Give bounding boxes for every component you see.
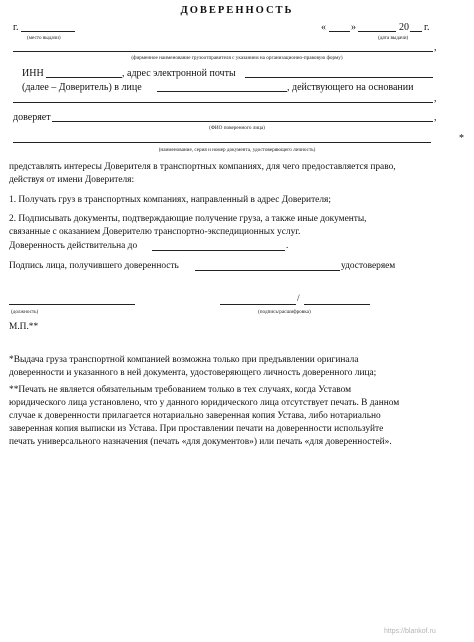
- attorney-id-caption: (наименование, серия и номер документа, удостоверяющего личность): [158, 147, 316, 153]
- attorney-id-field[interactable]: [13, 142, 431, 143]
- signature-attest-label: Подпись лица, получившего доверенность: [9, 261, 179, 271]
- company-caption: (фирменное наименование грузоотправителя с указанием на организационно-правовую форму): [131, 55, 343, 61]
- date-close-quote: »: [351, 22, 356, 33]
- acting-basis-label: , действующего на основании: [287, 82, 414, 93]
- valid-until-period: .: [286, 241, 289, 251]
- attorney-name-field[interactable]: [52, 121, 433, 122]
- signature-caption: (подпись/расшифровка): [258, 309, 311, 315]
- valid-until-label: Доверенность действительна до: [9, 241, 138, 251]
- stamp-placeholder: М.П.**: [9, 322, 39, 332]
- attorney-caption: (ФИО поверенного лица): [209, 125, 265, 131]
- footnote-2-line-5: печать универсального назначения (печать «для документов») или печать «для доверенностей».: [9, 437, 392, 447]
- inn-label: ИНН: [22, 68, 44, 79]
- recipient-signature-field[interactable]: [195, 270, 340, 271]
- intro-line-2: действуя от имени Доверителя:: [9, 175, 135, 185]
- month-field[interactable]: [358, 31, 396, 32]
- document-title: ДОВЕРЕННОСТЬ: [180, 5, 294, 16]
- attest-word: удостоверяем: [341, 261, 396, 271]
- day-field[interactable]: [329, 31, 350, 32]
- footnote-1-line-1: *Выдача груза транспортной компанией возможна только при предъявлении оригинала: [9, 355, 359, 365]
- power-item-2-line-1: 2. Подписывать документы, подтверждающие получение груза, а также иные документы,: [9, 214, 367, 224]
- inn-field[interactable]: [46, 77, 122, 78]
- footnote-2-line-4: заверенная копия выписки из Устава. При проставлении печати на доверенности используйте: [9, 424, 384, 434]
- power-item-2-line-2: связанные с оказанием Доверителю транспортно-экспедиционных услуг.: [9, 227, 301, 237]
- footnote-1-line-2: доверенности и указанного в ней документа, удостоверяющего личность доверенного лица;: [9, 368, 377, 378]
- valid-until-field[interactable]: [152, 250, 285, 251]
- year-prefix: 20: [399, 22, 409, 33]
- date-caption: (дата выдачи): [378, 35, 409, 41]
- date-open-quote: «: [321, 22, 326, 33]
- representative-field[interactable]: [157, 91, 287, 92]
- place-caption: (место выдачи): [27, 35, 61, 41]
- footnote-2-line-3: случае к доверенности прилагается нотариально заверенная копия Устава, либо нотариально: [9, 411, 381, 421]
- basis-field[interactable]: [13, 102, 433, 103]
- signature-slash: /: [297, 294, 300, 304]
- footnote-2-line-2: юридического лица установлено, что у данного юридического лица отсутствует печать. В данном: [9, 398, 400, 408]
- intro-line-1: представлять интересы Доверителя в транспортных компаниях, для чего предоставляется право,: [9, 162, 396, 172]
- signature-field[interactable]: [220, 304, 296, 305]
- power-item-1: 1. Получать груз в транспортных компаниях, направленный в адрес Доверителя;: [9, 195, 331, 205]
- attorney-footnote-mark: *: [459, 133, 464, 144]
- position-caption: (должность): [11, 309, 39, 315]
- footnote-2-line-1: **Печать не является обязательным требованием только в тех случаях, когда Уставом: [9, 385, 352, 395]
- email-field[interactable]: [245, 77, 433, 78]
- year-field[interactable]: [410, 31, 422, 32]
- position-field[interactable]: [9, 304, 135, 305]
- company-name-field[interactable]: [13, 51, 433, 52]
- city-prefix: г.: [13, 22, 19, 33]
- trusts-label: доверяет: [13, 112, 51, 123]
- attorney-comma: ,: [434, 112, 437, 123]
- email-label: , адрес электронной почты: [122, 68, 236, 79]
- city-field[interactable]: [21, 31, 75, 32]
- year-suffix: г.: [424, 22, 430, 33]
- signature-decoding-field[interactable]: [304, 304, 370, 305]
- company-comma: ,: [434, 42, 437, 53]
- principal-representative-label: (далее – Доверитель) в лице: [22, 82, 142, 93]
- site-watermark: https://blankof.ru: [384, 628, 436, 635]
- basis-comma: ,: [434, 93, 437, 104]
